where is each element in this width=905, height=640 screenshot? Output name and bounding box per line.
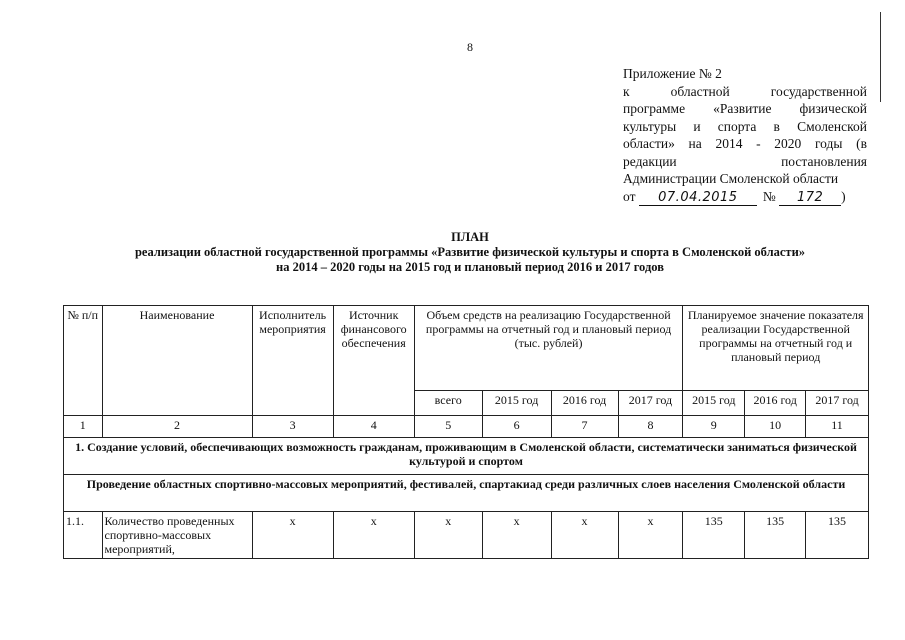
column-number: 10 xyxy=(745,416,806,438)
appendix-line: Администрации Смоленской области xyxy=(623,171,839,186)
row-cell: х xyxy=(333,512,414,559)
subheader-cell: 2016 год xyxy=(551,391,618,416)
header-name: Наименование xyxy=(102,306,252,416)
table-row xyxy=(64,512,869,559)
page-edge-line xyxy=(880,12,881,102)
handwritten-date: 07.04.2015 xyxy=(639,190,757,206)
page-number: 8 xyxy=(467,40,473,54)
column-number: 11 xyxy=(806,416,869,438)
plan-table xyxy=(63,305,869,559)
subheader-cell: 2017 год xyxy=(618,391,683,416)
section-row xyxy=(64,438,869,475)
column-number-row xyxy=(64,416,869,438)
appendix-line: редакции постановления xyxy=(623,153,867,169)
column-number: 1 xyxy=(64,416,103,438)
appendix-date-line xyxy=(623,188,867,206)
subheader-cell: 2017 год xyxy=(806,391,869,416)
subsection-row xyxy=(64,475,869,512)
header-executor: Исполнитель мероприятия xyxy=(252,306,333,416)
row-cell: х xyxy=(482,512,551,559)
subheader-cell: 2015 год xyxy=(482,391,551,416)
appendix-header xyxy=(623,65,867,205)
header-row xyxy=(64,306,869,391)
section-title: 1. Создание условий, обеспечивающих возможность гражданам, проживающим в Смоленской области, систематически заниматься физической культурой и спортом xyxy=(64,438,869,475)
row-cell: х xyxy=(252,512,333,559)
appendix-line: области» на 2014 - 2020 годы (в xyxy=(623,136,867,151)
subheader-cell: 2015 год xyxy=(683,391,745,416)
column-number: 3 xyxy=(252,416,333,438)
row-cell: х xyxy=(551,512,618,559)
header-indicator: Планируемое значение показателя реализации Государственной программы на отчетный год и плановый период xyxy=(683,306,869,391)
handwritten-number: 172 xyxy=(779,190,841,206)
column-number: 6 xyxy=(482,416,551,438)
column-number: 4 xyxy=(333,416,414,438)
column-number: 9 xyxy=(683,416,745,438)
appendix-line: Приложение № 2 xyxy=(623,66,722,81)
header-source: Источник финансового обеспечения xyxy=(333,306,414,416)
subsection-title: Проведение областных спортивно-массовых мероприятий, фестивалей, спартакиад среди различных слоев населения Смоленской области xyxy=(64,475,869,512)
row-cell: 135 xyxy=(745,512,806,559)
title-line-2: реализации областной государственной программы «Развитие физической культуры и спорта в Смоленской области» xyxy=(134,245,806,259)
closing-paren: ) xyxy=(841,188,846,204)
row-number: 1.1. xyxy=(64,512,103,559)
number-label: № xyxy=(762,188,776,204)
header-num: № п/п xyxy=(64,306,103,416)
column-number: 7 xyxy=(551,416,618,438)
from-label: от xyxy=(623,188,636,204)
subheader-cell: 2016 год xyxy=(745,391,806,416)
row-cell: 135 xyxy=(683,512,745,559)
plan-title xyxy=(100,230,840,275)
row-cell: х xyxy=(618,512,683,559)
subheader-cell: всего xyxy=(414,391,482,416)
appendix-line: культуры и спорта в Смоленской xyxy=(623,118,867,134)
row-cell: х xyxy=(414,512,482,559)
appendix-line: к областной государственной xyxy=(623,83,867,99)
column-number: 8 xyxy=(618,416,683,438)
row-name: Количество проведенных спортивно-массовых мероприятий, xyxy=(102,512,252,559)
column-number: 2 xyxy=(102,416,252,438)
title-line-1: ПЛАН xyxy=(451,230,489,244)
row-cell: 135 xyxy=(806,512,869,559)
appendix-line: программе «Развитие физической xyxy=(623,101,867,116)
title-line-3: на 2014 – 2020 годы на 2015 год и плановый период 2016 и 2017 годов xyxy=(276,260,664,274)
header-funds: Объем средств на реализацию Государственной программы на отчетный год и плановый период (тыс. рублей) xyxy=(414,306,683,391)
column-number: 5 xyxy=(414,416,482,438)
